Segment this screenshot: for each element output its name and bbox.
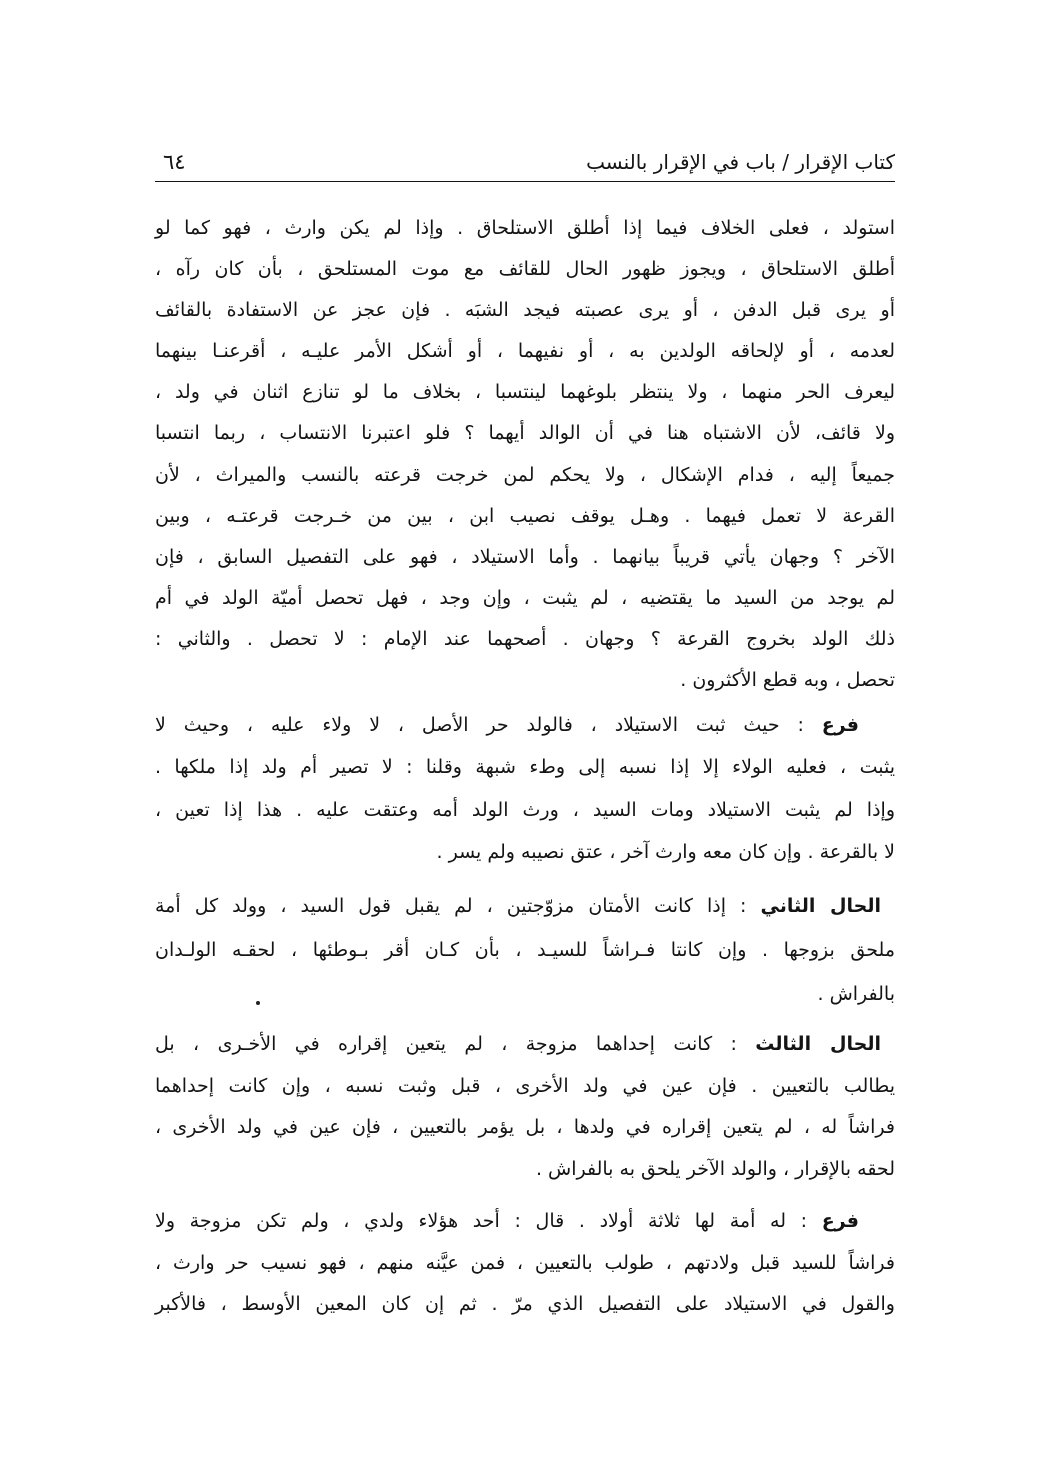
section-label-second-case: الحال الثاني	[760, 895, 881, 917]
text-line: بالفراش .	[817, 983, 895, 1005]
text-line: أو يرى قبل الدفن ، أو يرى عصبته فيجد الشبَه . فإن عجز عن الاستفادة بالقائف	[155, 299, 895, 322]
text-run: : حيث ثبت الاستيلاد ، فالولد حر الأصل ، لا ولاء عليه ، وحيث لا	[155, 714, 804, 736]
text-run: : له أمة لها ثلاثة أولاد . قال : أحد هؤلاء ولدي ، ولم تكن مزوجة ولا	[155, 1210, 808, 1232]
paragraph-5	[155, 1201, 895, 1326]
text-line: لحقه بالإقرار ، والولد الآخر يلحق به بالفراش .	[535, 1158, 895, 1181]
text-line: ملحق بزوجها . وإن كانتا فـراشاً للسيـد ، بأن كـان أقر بـوطئها ، لحقـه الولـدان	[155, 939, 895, 961]
running-header-title: كتاب الإقرار / باب في الإقرار بالنسب	[586, 150, 895, 174]
text-line: يطالب بالتعيين . فإن عين في ولد الأخرى ، قبل وثبت نسبه ، وإن كانت إحداهما	[155, 1074, 895, 1097]
running-header	[155, 143, 895, 182]
section-label-far: فرع	[821, 714, 859, 736]
text-line	[155, 1024, 895, 1066]
text-line	[155, 704, 895, 746]
text-line: فراشاً له ، لم يتعين إقراره في ولدها ، بل يؤمر بالتعيين ، فإن عين في ولد الأخرى ،	[155, 1116, 895, 1139]
text-line: ولا قائف، لأن الاشتباه هنا في أن الوالد أيهما ؟ فلو اعتبرنا الانتساب ، ربما انتسبا	[155, 422, 895, 445]
text-line: لعدمه ، أو لإلحاقه الولدين به ، أو نفيهما ، أو أشكل الأمر عليـه ، أقرعنـا بينهما	[155, 340, 895, 363]
text-line: القرعة لا تعمل فيهما . وهـل يوقف نصيب ابن ، بين من خـرجت قرعتـه ، وبين	[155, 504, 895, 527]
paragraph-1	[155, 208, 895, 701]
section-label-far: فرع	[821, 1210, 859, 1232]
text-line: والقول في الاستيلاد على التفصيل الذي مرّ . ثم إن كان المعين الأوسط ، فالأكبر	[155, 1293, 895, 1315]
text-line: لا بالقرعة . وإن كان معه وارث آخر ، عتق نصيبه ولم يسر .	[436, 840, 895, 863]
text-line: جميعاً إليه ، فدام الإشكال ، ولا يحكم لمن خرجت قرعته بالنسب والميراث ، لأن	[155, 463, 895, 486]
text-line: يثبت ، فعليه الولاء إلا إذا نسبه إلى وطء شبهة وقلنا : لا تصير أم ولد إذا ملكها .	[155, 756, 895, 779]
text-line	[155, 1201, 895, 1243]
scan-speck	[256, 1001, 260, 1005]
text-line: أطلق الاستلحاق ، ويجوز ظهور الحال للقائف مع موت المستلحق ، بأن كان رآه ،	[155, 258, 895, 281]
text-run: : كانت إحداهما مزوجة ، لم يتعين إقراره في الأخـرى ، بل	[155, 1033, 737, 1055]
text-line: فراشاً للسيد قبل ولادتهم ، طولب بالتعيين ، فمن عيَّنه منهم ، فهو نسيب حر وارث ،	[155, 1251, 895, 1274]
paragraph-3	[155, 884, 895, 1016]
text-line: وإذا لم يثبت الاستيلاد ومات السيد ، ورث الولد أمه وعتقت عليه . هذا إذا تعين ،	[155, 798, 895, 821]
text-line: استولد ، فعلى الخلاف فيما إذا أطلق الاستلحاق . وإذا لم يكن وارث ، فهو كما لو	[155, 217, 895, 239]
section-label-third-case: الحال الثالث	[755, 1033, 881, 1055]
paragraph-4	[155, 1024, 895, 1191]
text-line: لم يوجد من السيد ما يقتضيه ، لم يثبت ، وإن وجد ، فهل تحصل أميّة الولد في أم	[155, 586, 895, 609]
text-line: تحصل ، وبه قطع الأكثرون .	[680, 669, 895, 692]
paragraph-2	[155, 704, 895, 873]
text-line: ليعرف الحر منهما ، ولا ينتظر بلوغهما لينتسبا ، بخلاف ما لو تنازع اثنان في ولد ،	[155, 381, 895, 404]
text-run: : إذا كانت الأمتان مزوّجتين ، لم يقبل قول السيد ، وولد كل أمة	[155, 895, 747, 917]
text-line: الآخر ؟ وجهان يأتي قريباً بيانهما . وأما الاستيلاد ، فهو على التفصيل السابق ، فإن	[155, 545, 895, 568]
page-number: ٦٤	[163, 150, 186, 174]
text-line	[155, 884, 895, 928]
text-line: ذلك الولد بخروج القرعة ؟ وجهان . أصحهما عند الإمام : لا تحصل . والثاني :	[155, 627, 895, 650]
